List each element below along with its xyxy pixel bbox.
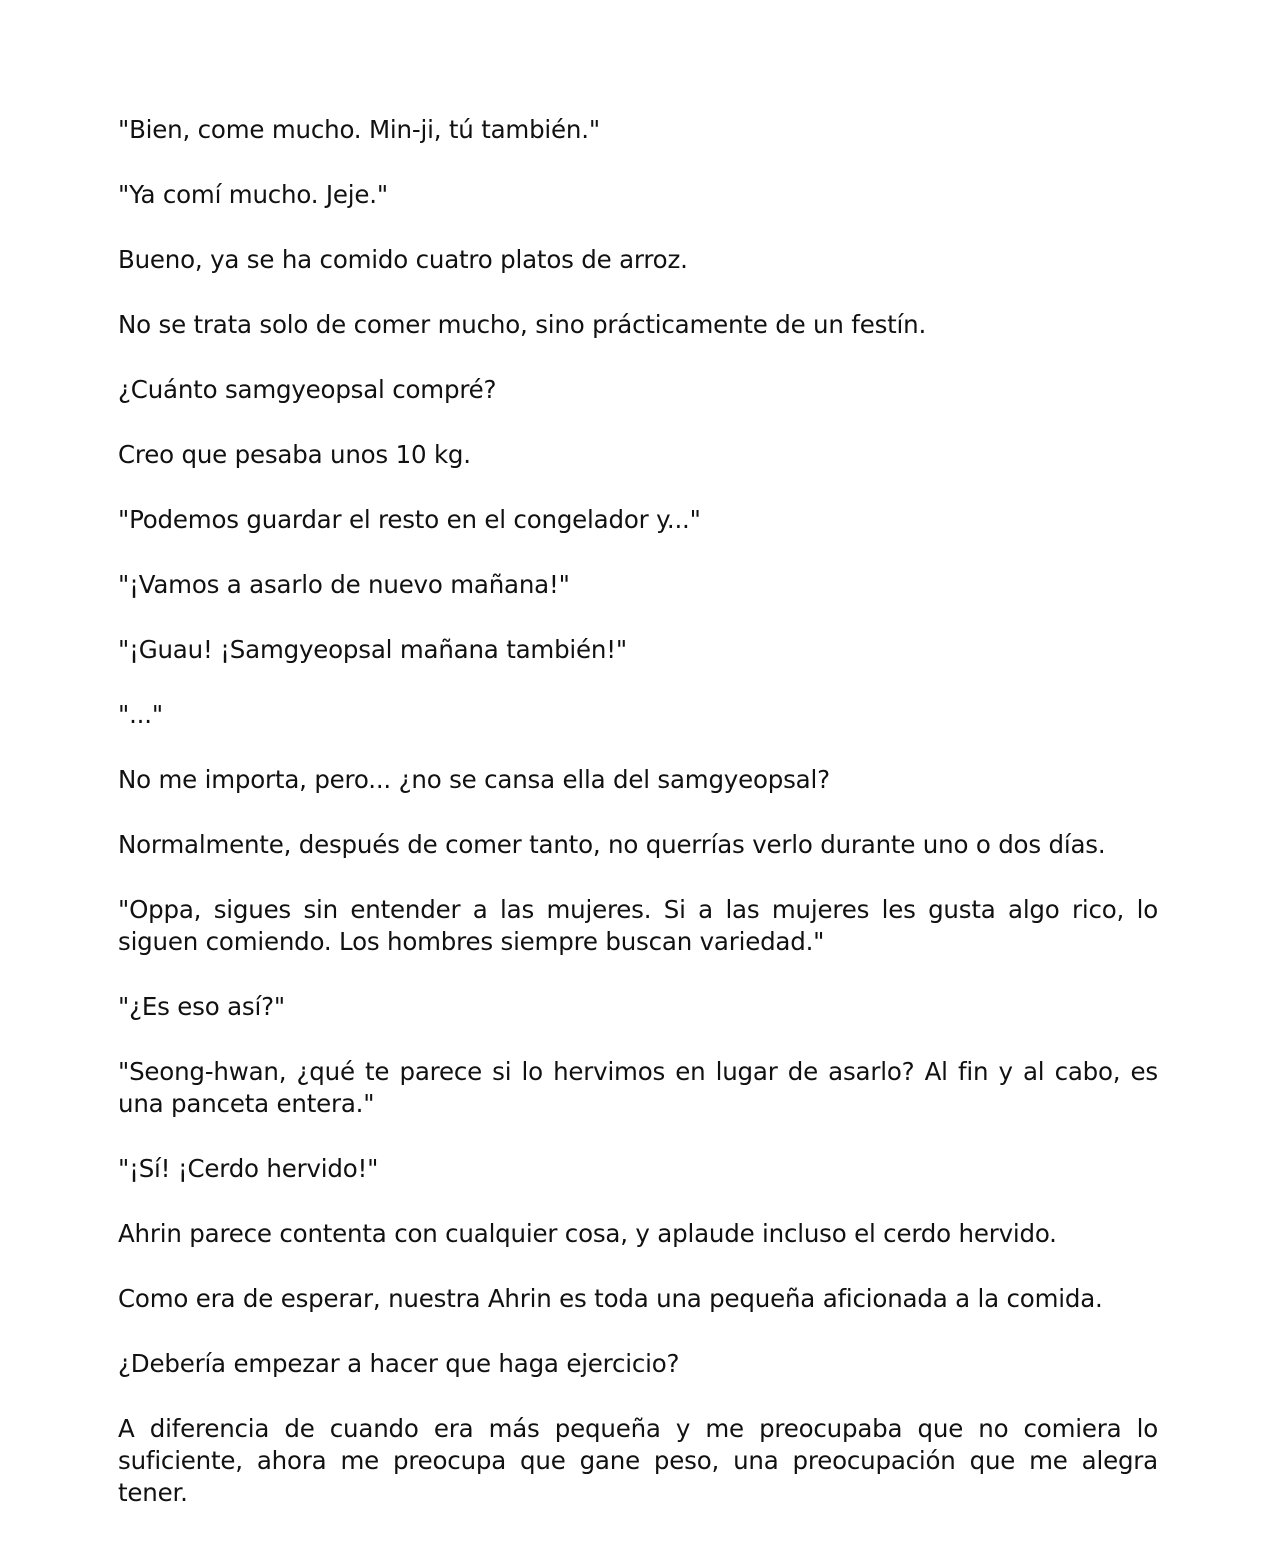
paragraph: "Bien, come mucho. Min-ji, tú también." <box>118 115 600 144</box>
paragraph: "¿Es eso así?" <box>118 992 285 1021</box>
paragraph: "Oppa, sigues sin entender a las mujeres. Si a las mujeres les gusta algo rico, lo siguen comiendo. Los hombres siempre buscan variedad." <box>118 895 1158 956</box>
paragraph: Ahrin parece contenta con cualquier cosa, y aplaude incluso el cerdo hervido. <box>118 1219 1057 1248</box>
paragraph: A diferencia de cuando era más pequeña y me preocupaba que no comiera lo suficiente, ahora me preocupa que gane peso, una preocupación que me alegra tener. <box>118 1414 1158 1507</box>
paragraph: Bueno, ya se ha comido cuatro platos de arroz. <box>118 245 688 274</box>
paragraph: ¿Debería empezar a hacer que haga ejercicio? <box>118 1349 680 1378</box>
paragraph: "¡Sí! ¡Cerdo hervido!" <box>118 1154 379 1183</box>
paragraph: "¡Guau! ¡Samgyeopsal mañana también!" <box>118 635 627 664</box>
paragraph: "Ya comí mucho. Jeje." <box>118 180 388 209</box>
paragraph: ¿Cuánto samgyeopsal compré? <box>118 375 497 404</box>
paragraph: "..." <box>118 700 163 729</box>
paragraph: "Seong-hwan, ¿qué te parece si lo hervimos en lugar de asarlo? Al fin y al cabo, es una panceta entera." <box>118 1057 1158 1118</box>
paragraph: "Podemos guardar el resto en el congelador y..." <box>118 505 701 534</box>
paragraph: No me importa, pero... ¿no se cansa ella del samgyeopsal? <box>118 765 830 794</box>
document-page <box>118 114 1158 1542</box>
paragraph: Creo que pesaba unos 10 kg. <box>118 440 471 469</box>
paragraph: No se trata solo de comer mucho, sino prácticamente de un festín. <box>118 310 927 339</box>
paragraph: "¡Vamos a asarlo de nuevo mañana!" <box>118 570 570 599</box>
paragraph: Como era de esperar, nuestra Ahrin es toda una pequeña aficionada a la comida. <box>118 1284 1103 1313</box>
paragraph: Normalmente, después de comer tanto, no querrías verlo durante uno o dos días. <box>118 830 1106 859</box>
